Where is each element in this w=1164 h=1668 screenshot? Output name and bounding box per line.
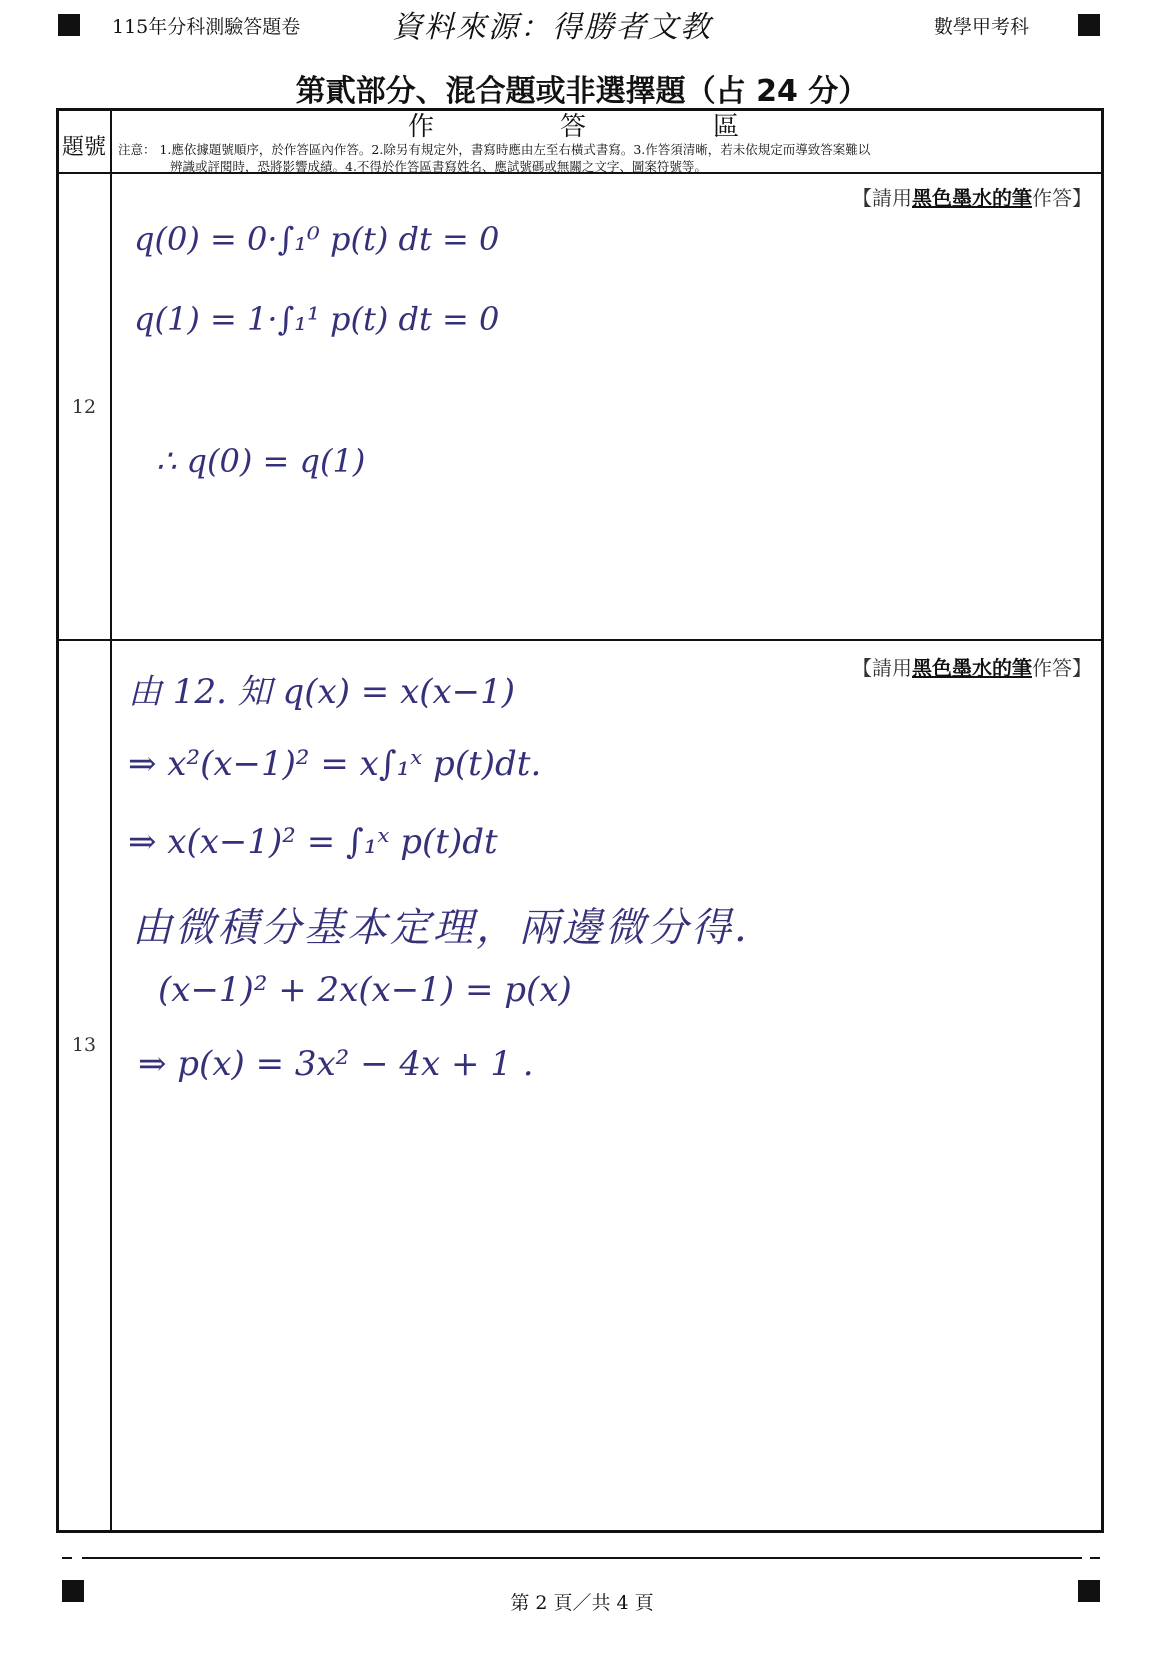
row-divider (56, 639, 1104, 641)
answer-line: q(0) = 0·∫₁⁰ p(t) dt = 0 (134, 220, 500, 258)
footer-rule-dash (1090, 1557, 1100, 1559)
notice-line: 辨識或評閱時，恐將影響成績。4.不得於作答區書寫姓名、應試號碼或無關之文字、圖案符號等。 (170, 159, 707, 174)
answer-line: ⇒ x(x−1)² = ∫₁ˣ p(t)dt (128, 822, 498, 862)
source-note: 資料來源：得勝者文教 (392, 10, 712, 45)
notice-text (118, 141, 1098, 175)
section-title: 第貳部分、混合題或非選擇題（占 24 分） (295, 74, 869, 109)
column-divider (110, 108, 112, 1533)
answer-line: q(1) = 1·∫₁¹ p(t) dt = 0 (134, 300, 500, 338)
footer-rule (82, 1557, 1082, 1559)
registration-mark (58, 14, 80, 36)
answer-line: (x−1)² + 2x(x−1) = p(x) (158, 970, 572, 1010)
answer-table (56, 108, 1104, 1533)
question-number: 12 (71, 396, 97, 418)
ink-instruction: 【請用黑色墨水的筆作答】 (852, 186, 1092, 210)
answer-line: 由 12. 知 q(x) = x(x−1) (128, 672, 516, 712)
question-number: 13 (71, 1034, 97, 1056)
answer-line: ∴ q(0) = q(1) (156, 442, 366, 480)
answer-line: ⇒ p(x) = 3x² − 4x + 1 . (138, 1044, 534, 1084)
area-title-char: 區 (713, 112, 740, 142)
answer-line: ⇒ x²(x−1)² = x∫₁ˣ p(t)dt. (128, 744, 542, 784)
ink-instruction: 【請用黑色墨水的筆作答】 (852, 656, 1092, 680)
subject-label: 數學甲考科 (934, 16, 1030, 38)
column-label: 題號 (61, 135, 106, 160)
area-title-char: 答 (560, 112, 587, 142)
page-number: 第 2 頁／共 4 頁 (510, 1592, 654, 1614)
area-title-char: 作 (408, 112, 435, 142)
exam-name: 115年分科測驗答題卷 (112, 16, 301, 38)
notice-line: 注意： 1.應依據題號順序，於作答區內作答。2.除另有規定外，書寫時應由左至右橫式書寫。3.作答須清晰，若未依規定而導致答案難以 (118, 142, 871, 157)
registration-mark (1078, 14, 1100, 36)
footer-rule-dash (62, 1557, 72, 1559)
answer-line: 由微積分基本定理，兩邊微分得. (132, 905, 750, 951)
